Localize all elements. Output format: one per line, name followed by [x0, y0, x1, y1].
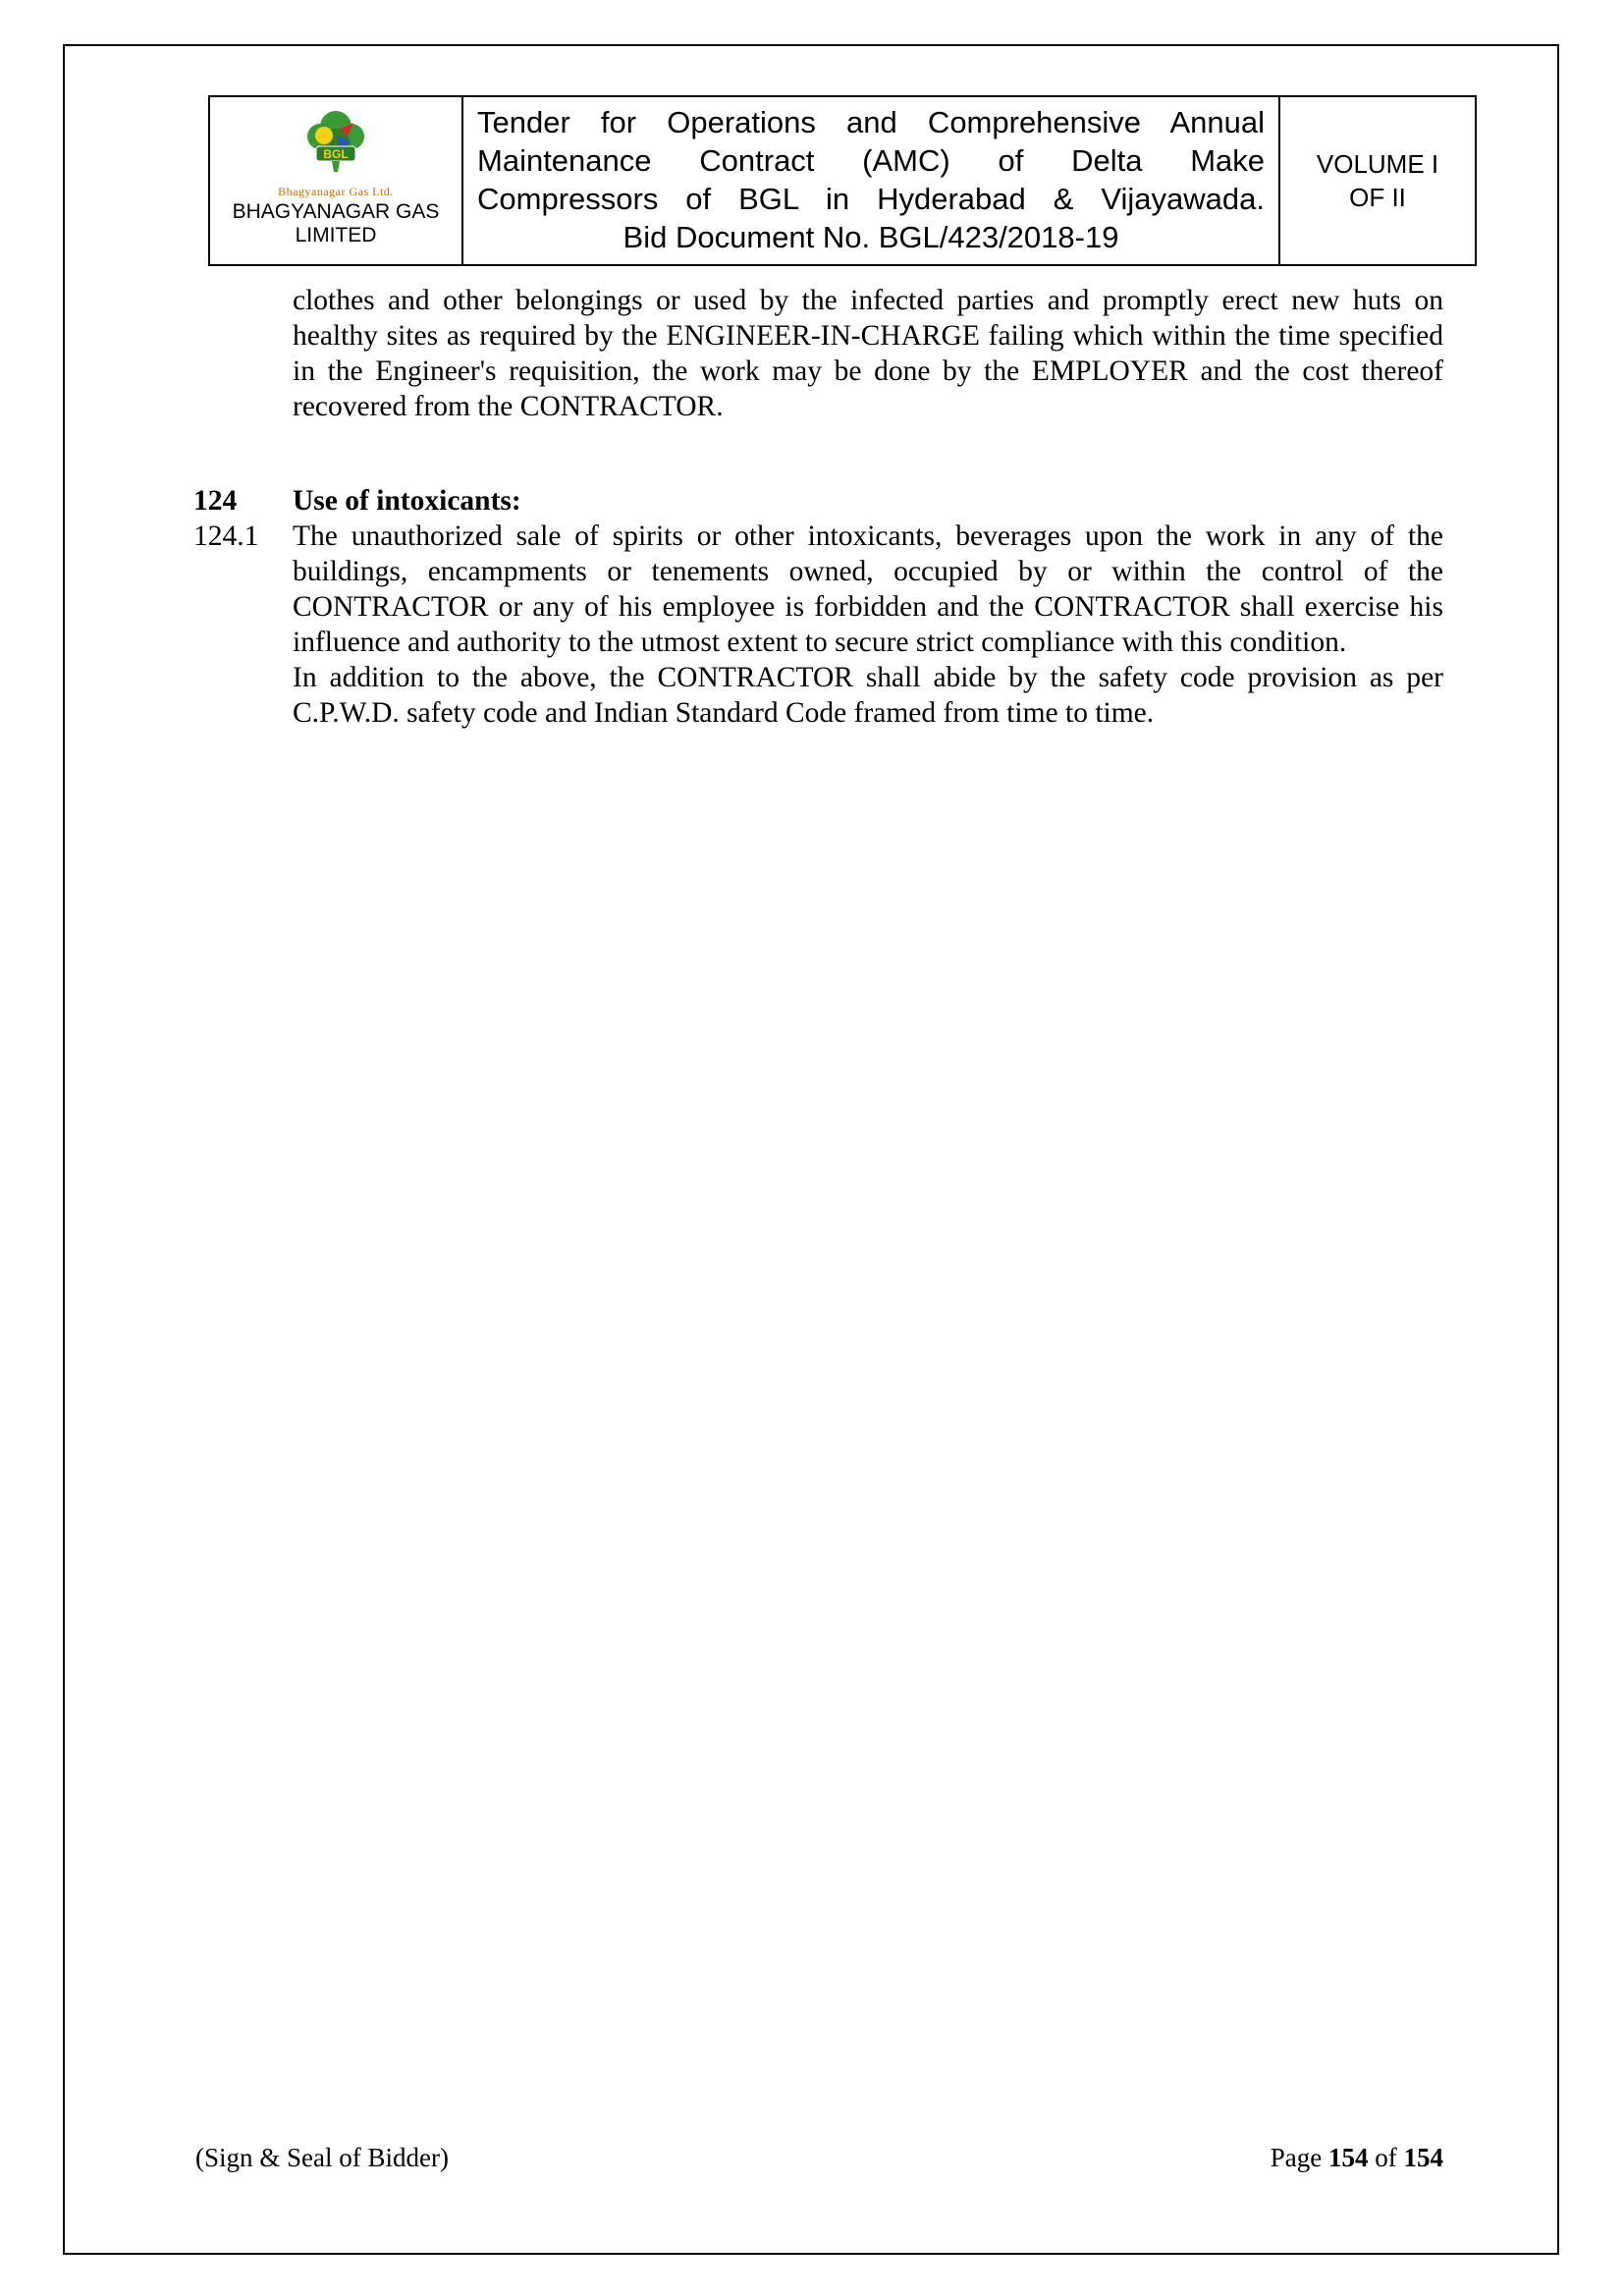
footer-page-of: of [1375, 2143, 1397, 2172]
company-name [233, 200, 440, 247]
logo-caption: Bhagyanagar Gas Ltd. [278, 185, 394, 198]
tender-title-line3: Compressors of BGL in Hyderabad & Vijayawada. [477, 182, 1265, 216]
section-heading [193, 483, 1443, 519]
additional-paragraph: In addition to the above, the CONTRACTOR shall abide by the safety code provision as per C.P.W.D. safety code and Indian Standard Code framed from time to time. [293, 662, 1443, 729]
title-cell [463, 97, 1280, 264]
company-name-line1: BHAGYANAGAR GAS [232, 200, 440, 223]
clause-number: 124.1 [193, 520, 259, 552]
intro-paragraph: clothes and other belongings or used by the infected parties and promptly erect new huts on healthy sites as required by the ENGINEER-IN-CHARGE failing which within the time specified in the Engineer's requisition, the work may be done by the EMPLOYER and the cost thereof recovered from the CONTRACTOR. [293, 285, 1443, 422]
tender-title-line2: Maintenance Contract (AMC) of Delta Make [477, 143, 1265, 178]
volume-line1: VOLUME I [1316, 149, 1439, 179]
section-title: Use of intoxicants: [293, 485, 521, 517]
section-number: 124 [193, 485, 238, 517]
clause-paragraph: The unauthorized sale of spirits or other intoxicants, beverages upon the work in any of the buildings, encampments or tenements owned, occupied by or within the control of the CONTRACTOR or any of his employee is forbidden and the CONTRACTOR shall exercise his influence and authority to the utmost extent to secure strict compliance with this condition. [293, 520, 1443, 658]
footer-page-number [1271, 2143, 1443, 2173]
company-name-line2: LIMITED [295, 224, 377, 246]
bid-document-number: Bid Document No. BGL/423/2018-19 [623, 220, 1119, 254]
company-logo-icon [289, 103, 383, 186]
volume-line2: OF II [1349, 183, 1406, 212]
logo-cell [210, 97, 463, 264]
svg-text:BGL: BGL [323, 147, 349, 161]
body-content [193, 283, 1443, 731]
footer-page-current: 154 [1328, 2143, 1369, 2172]
footer-page-total: 154 [1403, 2143, 1443, 2172]
footer-sign-seal: (Sign & Seal of Bidder) [195, 2143, 449, 2172]
clause-row [193, 519, 1443, 660]
tender-title-line1: Tender for Operations and Comprehensive Annual [477, 105, 1265, 139]
footer-page-label: Page [1270, 2143, 1323, 2172]
header-table [208, 95, 1477, 266]
volume-cell [1280, 97, 1475, 264]
